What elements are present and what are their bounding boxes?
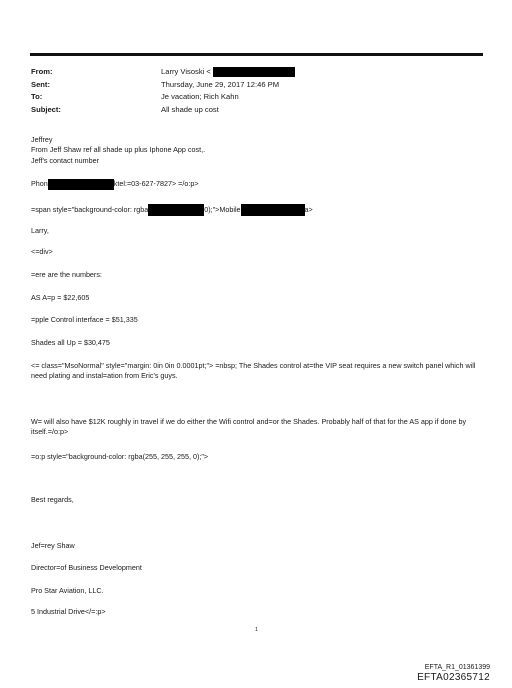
signature-title: Director=of Business Development xyxy=(31,563,142,572)
redaction-block xyxy=(241,204,305,216)
sent-row xyxy=(31,79,295,92)
document-footer xyxy=(417,663,490,684)
shades-up-cost: Shades all Up = $30,475 xyxy=(31,338,110,347)
to-label: To: xyxy=(31,92,43,102)
larry-line: Larry, xyxy=(31,226,49,235)
redaction-block xyxy=(148,204,204,216)
greeting: Jeffrey xyxy=(31,135,53,144)
vip-paragraph: <= class="MsoNormal" style="margin: 0in 0in 0.0001pt;"> =nbsp; The Shades control at=the VIP seat requires a new switch panel which will need plating and instal=ation from Eric's guys. xyxy=(31,361,476,381)
subject-row xyxy=(31,104,295,117)
numbers-intro: =ere are the numbers: xyxy=(31,270,102,279)
from-value: Larry Visoski < xyxy=(161,67,211,76)
travel-paragraph: W= will also have $12K roughly in travel if we do either the Wifi control and=or the Shades. Probably half of that for the AS app if done by itself.=/o:p> xyxy=(31,417,467,437)
as-app-cost: AS A=p = $22,605 xyxy=(31,293,90,302)
span-style-prefix: =span style="background-color: rgba xyxy=(31,204,149,214)
efta-ref-large: EFTA02365712 xyxy=(417,672,490,683)
header-divider xyxy=(30,53,483,56)
span-style-middle: 0);">Mobile xyxy=(204,204,241,214)
op-style-line: =o:p style="background-color: rgba(255, 255, 255, 0);"> xyxy=(31,452,209,461)
redaction-block xyxy=(48,179,114,190)
signature-company: Pro Star Aviation, LLC. xyxy=(31,586,104,595)
efta-ref-small: EFTA_R1_01361399 xyxy=(424,664,490,671)
sent-value: Thursday, June 29, 2017 12:46 PM xyxy=(161,79,280,89)
phone-prefix: Phon xyxy=(31,179,48,189)
signature-address: 5 Industrial Drive</=:p> xyxy=(31,607,106,616)
intro-line: From Jeff Shaw ref all shade up plus Iphone App cost,. xyxy=(31,145,206,155)
from-row xyxy=(31,66,295,79)
page-number: 1 xyxy=(255,627,259,633)
signature-name: Jef=rey Shaw xyxy=(31,541,75,550)
to-value: Je vacation; Rich Kahn xyxy=(161,92,239,102)
subject-label: Subject: xyxy=(31,104,61,114)
redaction-block xyxy=(213,67,295,77)
apple-control-cost: =pple Control interface = $51,335 xyxy=(31,315,138,324)
span-style-line xyxy=(31,204,313,216)
sent-label: Sent: xyxy=(31,79,50,89)
span-style-suffix: a> xyxy=(304,204,313,214)
email-header xyxy=(31,66,295,116)
greeting-block xyxy=(31,135,205,166)
subject-value: All shade up cost xyxy=(161,104,219,114)
regards: Best regards, xyxy=(31,495,74,504)
contact-line: Jeff's contact number xyxy=(31,155,99,165)
phone-line xyxy=(31,179,199,190)
to-row xyxy=(31,91,295,104)
phone-suffix: ktel:=03-627-7827> =/o:p> xyxy=(113,179,199,189)
from-label: From: xyxy=(31,67,53,76)
div-tag-line: <=div> xyxy=(31,247,53,256)
